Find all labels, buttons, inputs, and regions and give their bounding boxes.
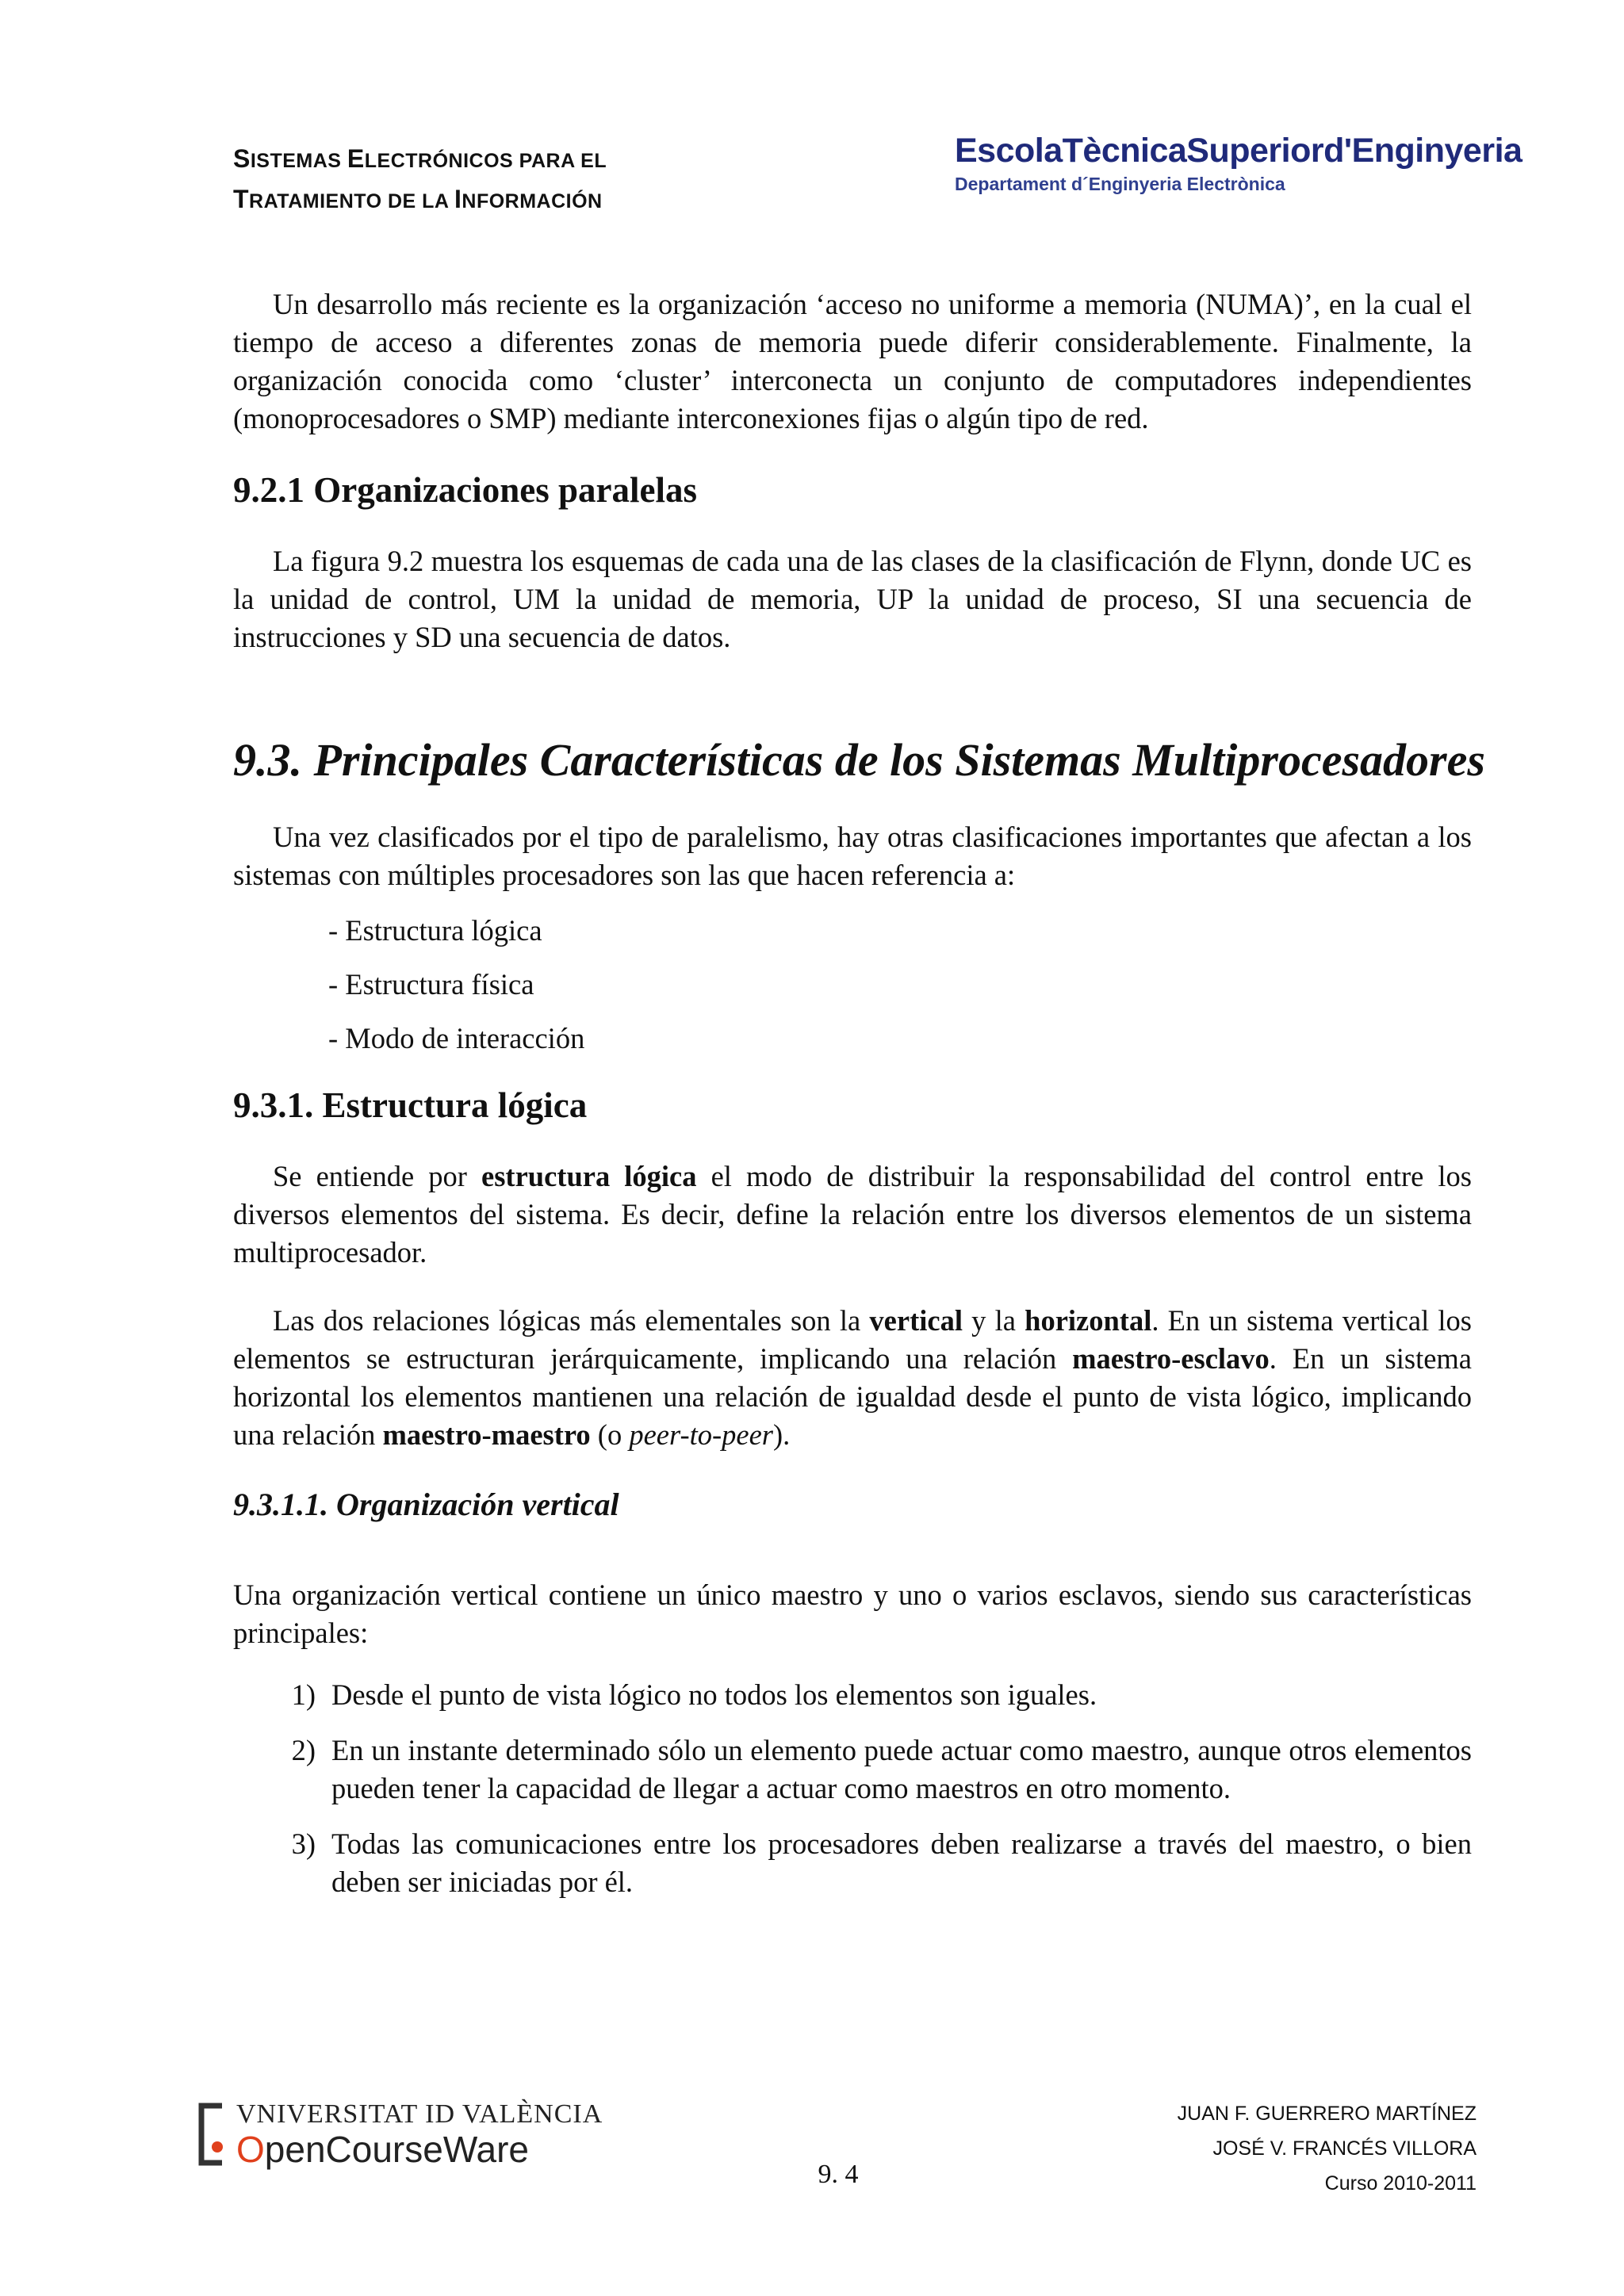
author-1: JUAN F. GUERRERO MARTÍNEZ: [1177, 2103, 1477, 2125]
opencourseware-name: OpenCourseWare: [236, 2129, 530, 2170]
paragraph-vertical-organization: Una organización vertical contiene un único maestro y uno o varios esclavos, siendo sus características principales:: [233, 1578, 1472, 1649]
list-item: - Estructura lógica: [328, 914, 542, 947]
paragraph-logical-relations: Las dos relaciones lógicas más elementales son la vertical y la horizontal. En un sistema vertical los elementos se estructuran jerárquicamente, implicando una relación maestro-esclavo. En un sistema horizontal los elementos mantienen una relación de igualdad desde el punto de vista lógico, implicando una relación maestro-maestro (o peer-to-peer).: [233, 1304, 1472, 1451]
list-item: 2) En un instante determinado sólo un elemento puede actuar como maestro, aunque otros elementos pueden tener la capacidad de llegar a actuar como maestros en otro momento.: [291, 1734, 1472, 1804]
heading-9-3-1-1: 9.3.1.1. Organización vertical: [233, 1487, 619, 1522]
course-title-line1: SISTEMAS ELECTRÓNICOS PARA EL: [233, 144, 607, 173]
paragraph-flynn-figure: La figura 9.2 muestra los esquemas de cada una de las clases de la clasificación de Flynn, donde UC es la unidad de control, UM la unidad de memoria, UP la unidad de proceso, SI una secuencia de instrucciones y SD una secuencia de datos.: [233, 545, 1472, 653]
characteristics-list: [233, 1676, 1472, 1901]
department-name: Departament d´Enginyeria Electrònica: [955, 174, 1285, 194]
ocw-bracket-icon: [195, 2101, 227, 2168]
university-logo: [195, 2093, 603, 2172]
course-year: Curso 2010-2011: [1324, 2172, 1477, 2195]
list-item: - Modo de interacción: [328, 1022, 585, 1054]
author-info: [1178, 2096, 1477, 2201]
list-item: - Estructura física: [328, 968, 534, 1001]
paragraph-numa-cluster: Un desarrollo más reciente es la organización ‘acceso no uniforme a memoria (NUMA)’, en la cual el tiempo de acceso a diferentes zonas de memoria puede diferir considerablemente. Finalmente, la organización conocida como ‘cluster’ interconecta un conjunto de computadores independientes (monoprocesadores o SMP) mediante interconexiones fijas o algún tipo de red.: [233, 288, 1472, 434]
page-number: 9. 4: [818, 2160, 859, 2189]
paragraph-classifications: Una vez clasificados por el tipo de paralelismo, hay otras clasificaciones importantes que afectan a los sistemas con múltiples procesadores son las que hacen referencia a:: [233, 821, 1472, 891]
structure-list: [233, 912, 1472, 1058]
school-logo: [955, 132, 1522, 195]
heading-9-2-1: 9.2.1 Organizaciones paralelas: [233, 470, 697, 510]
heading-9-3-1: 9.3.1. Estructura lógica: [233, 1085, 588, 1125]
paragraph-logical-structure: Se entiende por estructura lógica el modo de distribuir la responsabilidad del control entre los diversos elementos del sistema. Es decir, define la relación entre los diversos elementos de un sistema multiprocesador.: [233, 1160, 1472, 1269]
course-title: [233, 140, 607, 220]
university-name: VNIVERSITAT ID VALÈNCIA: [236, 2099, 603, 2129]
page-content: [233, 285, 1485, 1919]
author-2: JOSÉ V. FRANCÉS VILLORA: [1212, 2137, 1477, 2160]
list-item: 3) Todas las comunicaciones entre los procesadores deben realizarse a través del maestro, o bien deben ser iniciadas por él.: [291, 1827, 1472, 1898]
list-item: 1) Desde el punto de vista lógico no todos los elementos son iguales.: [291, 1678, 1097, 1711]
heading-9-3: 9.3. Principales Características de los Sistemas Multiprocesadores: [233, 734, 1485, 786]
school-name: EscolaTècnicaSuperiord'Enginyeria: [955, 132, 1522, 170]
course-title-line2: TRATAMIENTO DE LA INFORMACIÓN: [233, 185, 603, 213]
